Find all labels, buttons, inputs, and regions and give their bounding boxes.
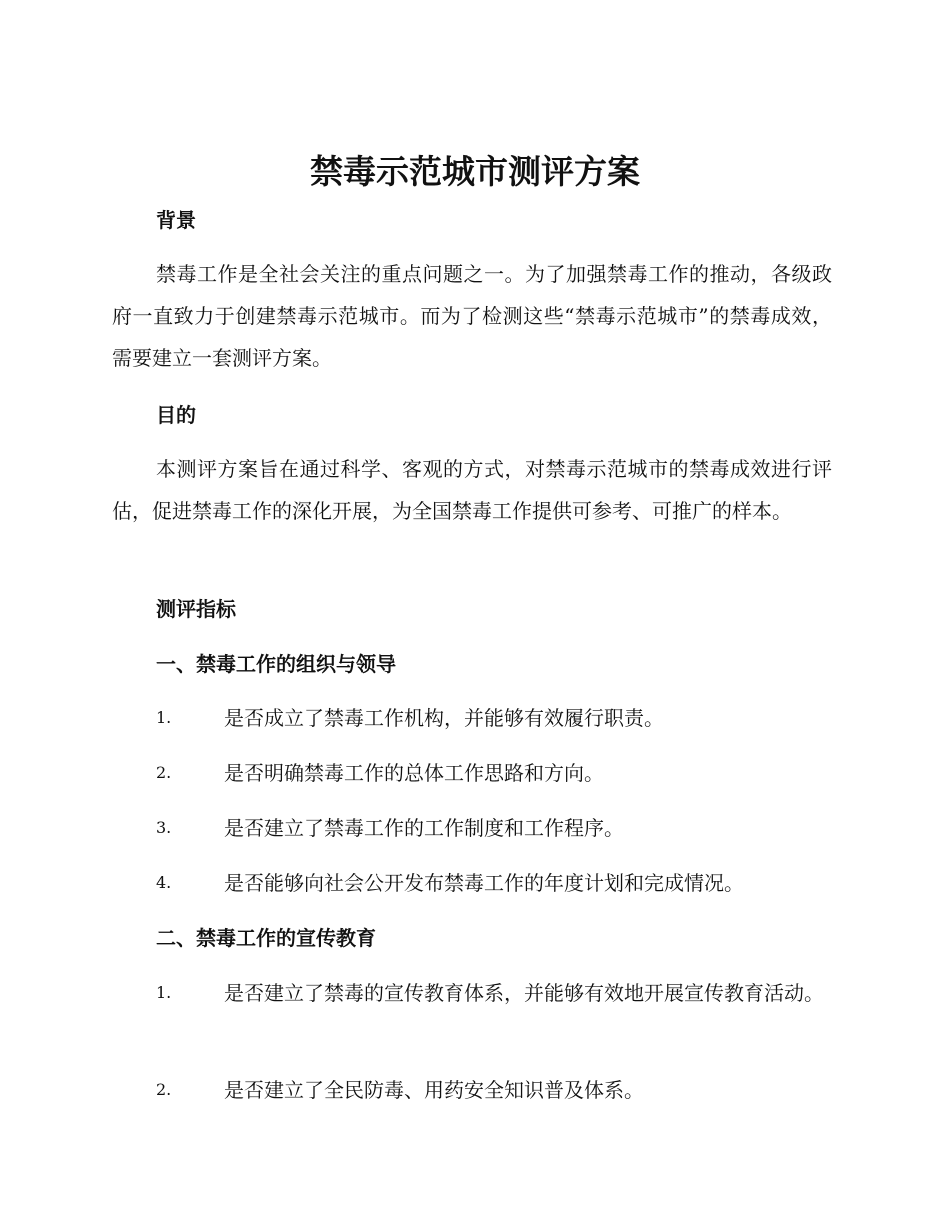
- background-paragraph: 禁毒工作是全社会关注的重点问题之一。为了加强禁毒工作的推动，各级政府一直致力于创建禁毒示范城市。而为了检测这些“禁毒示范城市”的禁毒成效，需要建立一套测评方案。: [112, 262, 832, 370]
- list-item-number: 2.: [156, 763, 172, 782]
- indicator-group-heading: 二、禁毒工作的宣传教育: [156, 926, 376, 950]
- list-item: [112, 972, 832, 1014]
- list-item-text: 是否建立了全民防毒、用药安全知识普及体系。: [224, 1078, 644, 1102]
- list-item: [112, 807, 832, 849]
- section-heading-background: 背景: [156, 208, 196, 232]
- document-title: 禁毒示范城市测评方案: [310, 152, 640, 191]
- list-item-number: 1.: [156, 983, 172, 1002]
- section-heading-indicators: 测评指标: [156, 597, 236, 621]
- list-item-text: 是否成立了禁毒工作机构，并能够有效履行职责。: [224, 706, 664, 730]
- list-item: [112, 697, 832, 739]
- list-item-text: 是否明确禁毒工作的总体工作思路和方向。: [224, 761, 604, 785]
- list-item-text: 是否建立了禁毒的宣传教育体系，并能够有效地开展宣传教育活动。: [224, 981, 824, 1005]
- list-item-number: 1.: [156, 708, 172, 727]
- list-item: [112, 862, 832, 904]
- indicator-group-heading: 一、禁毒工作的组织与领导: [156, 652, 396, 676]
- list-item-number: 4.: [156, 873, 172, 892]
- list-item-text: 是否能够向社会公开发布禁毒工作的年度计划和完成情况。: [224, 871, 744, 895]
- list-item: [112, 752, 832, 794]
- list-item-number: 2.: [156, 1080, 172, 1099]
- list-item: [112, 1069, 832, 1111]
- list-item-text: 是否建立了禁毒工作的工作制度和工作程序。: [224, 816, 624, 840]
- list-item-number: 3.: [156, 818, 172, 837]
- purpose-paragraph: 本测评方案旨在通过科学、客观的方式，对禁毒示范城市的禁毒成效进行评估，促进禁毒工作的深化开展，为全国禁毒工作提供可参考、可推广的样本。: [112, 457, 832, 523]
- section-heading-purpose: 目的: [156, 403, 196, 427]
